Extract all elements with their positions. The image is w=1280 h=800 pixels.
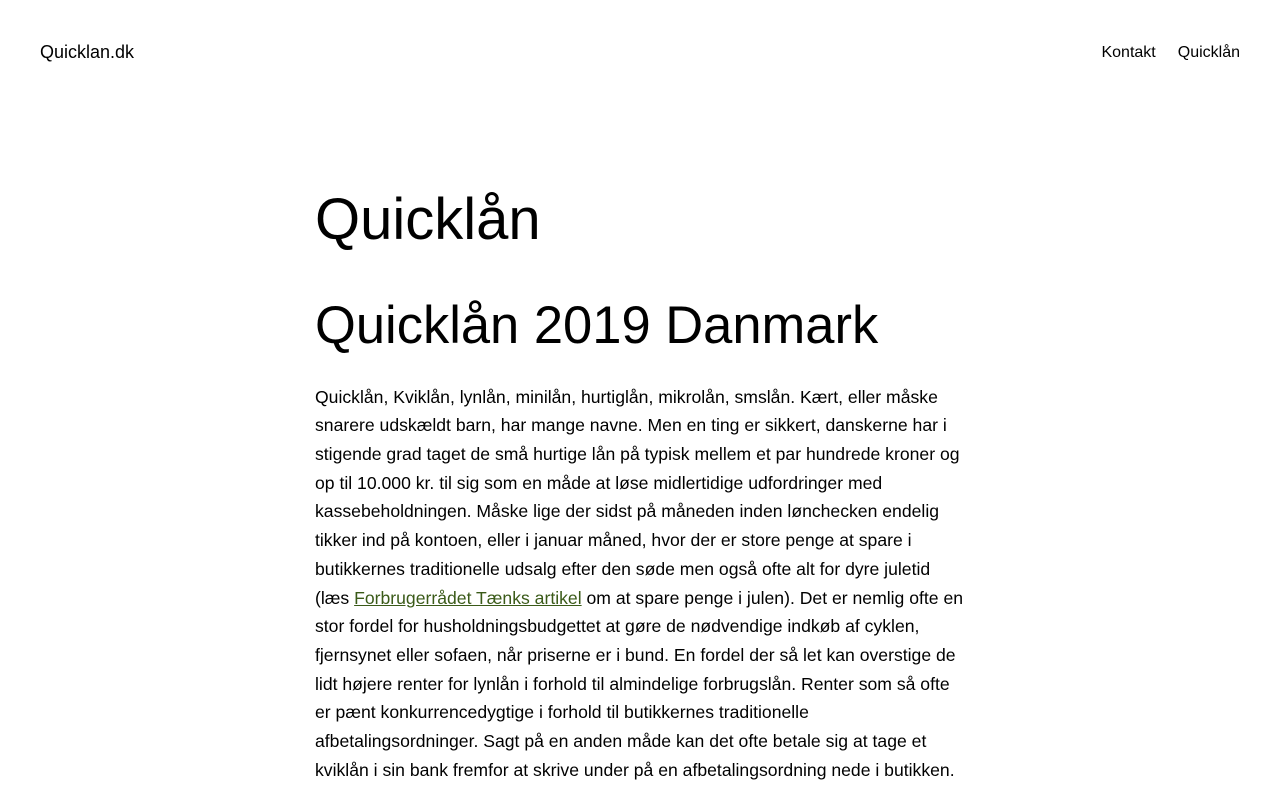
forbrugerraadet-article-link[interactable]: Forbrugerrådet Tænks artikel — [354, 587, 582, 608]
body-paragraph — [315, 383, 965, 785]
paragraph-text-before-link: Quicklån, Kviklån, lynlån, minilån, hurtiglån, mikrolån, smslån. Kært, eller måske snarere udskældt barn, har mange navne. Men en ting er sikkert, danskerne har i stigende grad taget de små hurtige lån på typisk mellem et par hundrede kroner og op til 10.000 kr. til sig som en måde at løse midlertidige udfordringer med kassebeholdningen. Måske lige der sidst på måneden inden lønchecken endelig tikker ind på kontoen, eller i januar måned, hvor der er store penge at spare i butikkernes traditionelle udsalg efter den søde men også ofte alt for dyre juletid (læs — [315, 386, 960, 608]
site-title-link[interactable]: Quicklan.dk — [40, 42, 135, 62]
primary-nav — [1101, 43, 1240, 62]
nav-link-quicklan[interactable]: Quicklån — [1177, 44, 1240, 62]
page-title: Quicklån — [315, 186, 541, 252]
nav-link-kontakt[interactable]: Kontakt — [1101, 44, 1156, 62]
section-heading: Quicklån 2019 Danmark — [315, 296, 879, 356]
paragraph-text-after-link: om at spare penge i julen). Det er nemlig ofte en stor fordel for husholdningsbudgettet at gøre de nødvendige indkøb af cyklen, fjernsynet eller sofaen, når priserne er i bund. En fordel der så let kan overstige de lidt højere renter for lynlån i forhold til almindelige forbrugslån. Renter som så ofte er pænt konkurrencedygtige i forhold til butikkernes traditionelle afbetalingsordninger. Sagt på en anden måde kan det ofte betale sig at tage et kviklån i sin bank fremfor at skrive under på en afbetalingsordning nede i butikken. — [315, 587, 964, 780]
site-header — [0, 0, 1280, 64]
main-content — [315, 187, 965, 785]
